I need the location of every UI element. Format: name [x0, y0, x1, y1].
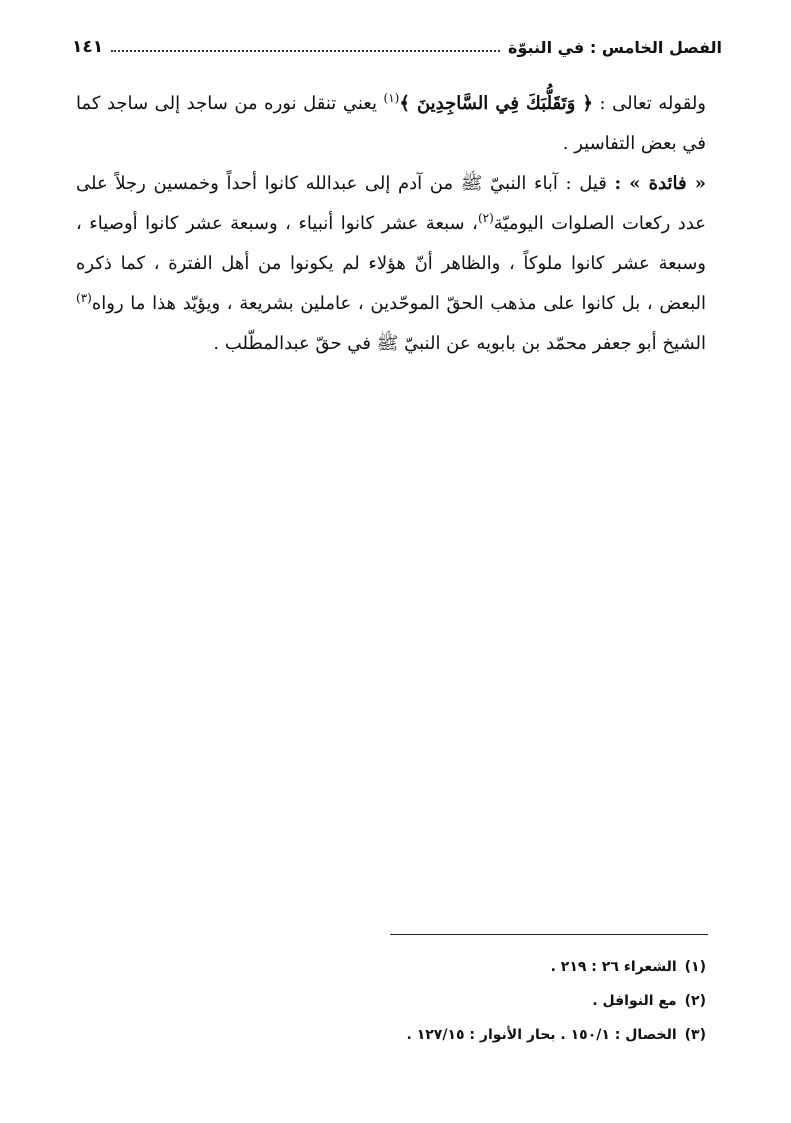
- footnote-separator: [390, 934, 708, 935]
- main-text: [76, 84, 706, 364]
- footnote-number: (٣): [684, 1027, 706, 1043]
- footnote-number: (١): [684, 959, 706, 975]
- paragraph-1-intro: ولقوله تعالى :: [592, 93, 706, 114]
- leader-dots: [111, 50, 500, 52]
- benefit-label: « فائدة » :: [614, 173, 707, 194]
- footnote-text: مع النوافل .: [592, 993, 677, 1009]
- footnote-1: [300, 950, 706, 984]
- chapter-title: الفصل الخامس : في النبوّة: [508, 37, 722, 57]
- footnote-ref-3: (٣): [76, 291, 92, 305]
- page-number: ١٤١: [72, 37, 104, 57]
- footnote-2: [300, 984, 706, 1018]
- footnotes: [300, 950, 706, 1052]
- paragraph-2-part-b: ، سبعة عشر كانوا أنبياء ، وسبعة عشر كانوا أوصياء ، وسبعة عشر كانوا ملوكاً ، والظاهر أنّ هؤلاء لم يكونوا من أهل الفترة ، كما ذكره البعض ، بل كانوا على مذهب الحقّ الموحّدين ، عاملين بشريعة ، ويؤيّد هذا ما رواه: [76, 213, 706, 314]
- running-header: [72, 32, 722, 62]
- footnote-text: الخصال : ١٥٠/١ . بحار الأنوار : ١٢٧/١٥ .: [406, 1027, 677, 1043]
- paragraph-2: [76, 164, 706, 364]
- paragraph-1: [76, 84, 706, 164]
- paragraph-2-part-a: قيل : آباء النبيّ ﷺ من آدم إلى عبدالله كانوا أحداً وخمسين رجلاً على عدد ركعات الصلوات اليوميّة: [76, 173, 707, 234]
- paragraph-2-part-c: الشيخ أبو جعفر محمّد بن بابويه عن النبيّ ﷺ في حقّ عبدالمطّلب .: [213, 333, 706, 354]
- footnote-ref-1: (١): [383, 91, 400, 105]
- quran-verse: ﴿ وَتَقَلُّبَكَ فِي السَّاجِدِينَ ﴾: [399, 93, 593, 114]
- footnote-text: الشعراء ٢٦ : ٢١٩ .: [550, 959, 677, 975]
- footnote-3: [300, 1018, 706, 1052]
- footnote-ref-2: (٢): [477, 211, 494, 225]
- footnote-number: (٢): [684, 993, 706, 1009]
- paragraph-1-rest: يعني تنقل نوره من ساجد إلى ساجد كما في بعض التفاسير .: [76, 93, 706, 154]
